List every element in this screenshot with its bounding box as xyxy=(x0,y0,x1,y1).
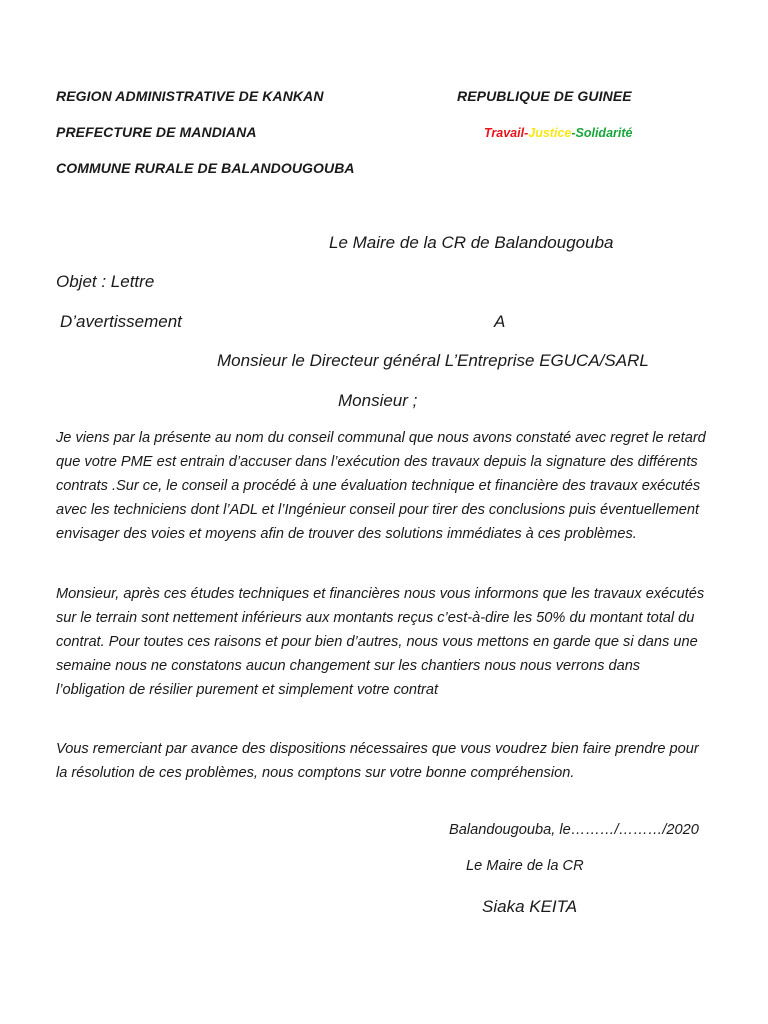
place-date: Balandougouba, le………/………/2020 xyxy=(449,822,699,838)
addressee-prefix: A xyxy=(494,312,506,331)
national-motto xyxy=(484,126,632,140)
object-value: D’avertissement xyxy=(60,312,182,331)
salutation: Monsieur ; xyxy=(338,391,418,410)
body-paragraph-1: Je viens par la présente au nom du conseil communal que nous avons constaté avec regret le retard que votre PME est entrain d’accuser dans l’exécution des travaux depuis la signature des différents contrats .Sur ce, le conseil a procédé à une évaluation technique et financière des travaux exécutés avec les techniciens dont l’ADL et l’Ingénieur conseil pour tirer des conclusions puis éventuellement envisager des voies et moyens afin de trouver des solutions immédiates à ces problèmes. xyxy=(56,430,706,542)
header-republic: REPUBLIQUE DE GUINEE xyxy=(457,88,632,104)
recipient-line: Monsieur le Directeur général L’Entreprise EGUCA/SARL xyxy=(217,351,649,370)
header-commune: COMMUNE RURALE DE BALANDOUGOUBA xyxy=(56,160,355,176)
header-region: REGION ADMINISTRATIVE DE KANKAN xyxy=(56,88,324,104)
header-prefecture: PREFECTURE DE MANDIANA xyxy=(56,124,257,140)
motto-separator: - xyxy=(571,126,576,140)
sender-line: Le Maire de la CR de Balandougouba xyxy=(329,233,614,252)
signatory-name: Siaka KEITA xyxy=(482,897,578,916)
object-label: Objet : Lettre xyxy=(56,272,155,291)
body-paragraph-3: Vous remerciant par avance des dispositions nécessaires que vous voudrez bien faire prendre pour la résolution de ces problèmes, nous comptons sur votre bonne compréhension. xyxy=(56,741,699,781)
motto-solidarite: Solidarité xyxy=(575,126,633,140)
motto-justice: Justice xyxy=(528,126,572,140)
motto-separator: - xyxy=(524,126,529,140)
signatory-title: Le Maire de la CR xyxy=(466,858,584,874)
motto-travail: Travail xyxy=(484,126,525,140)
body-paragraph-2: Monsieur, après ces études techniques et financières nous vous informons que les travaux exécutés sur le terrain sont nettement inférieurs aux montants reçus c’est-à-dire les 50% du montant total du contrat. Pour toutes ces raisons et pour bien d’autres, nous vous mettons en garde que si dans une semaine nous ne constatons aucun changement sur les chantiers nous nous verrons dans l’obligation de résilier purement et simplement votre contrat xyxy=(56,586,705,698)
